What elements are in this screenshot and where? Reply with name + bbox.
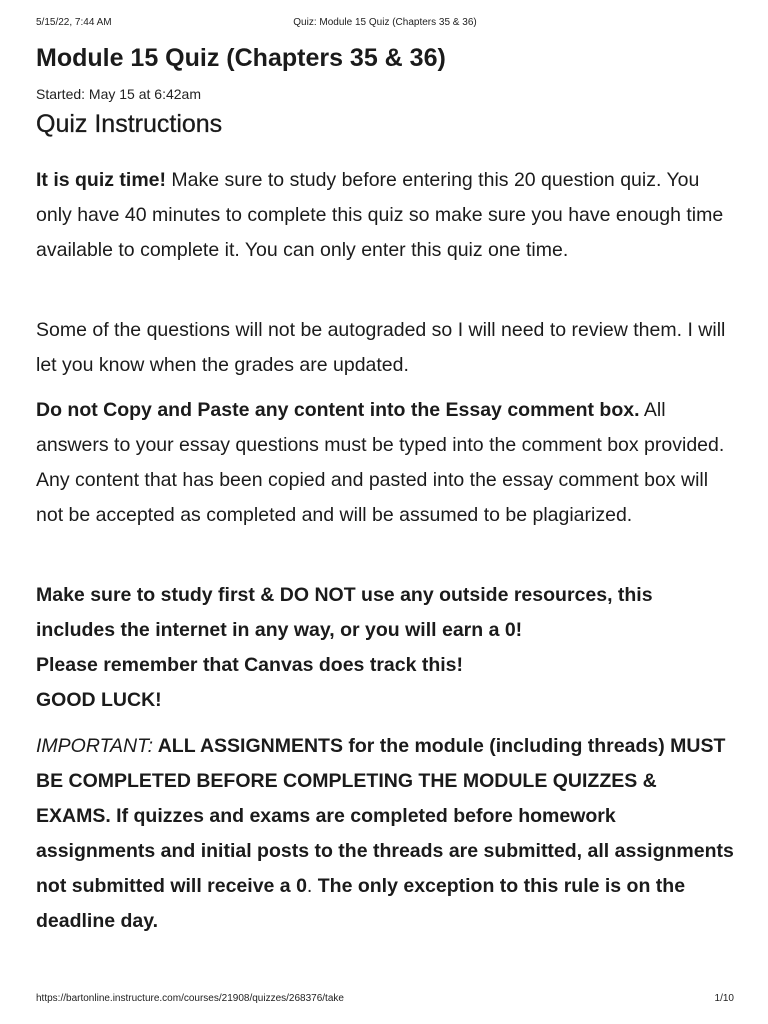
canvas-tracking-note: Please remember that Canvas does track this! bbox=[36, 654, 464, 676]
instructions-paragraph-5 bbox=[36, 729, 736, 939]
print-datetime: 5/15/22, 7:44 AM bbox=[36, 17, 112, 28]
print-header bbox=[36, 17, 734, 31]
instructions-paragraph-1 bbox=[36, 163, 736, 268]
instructions-paragraph-4 bbox=[36, 578, 736, 718]
important-label: IMPORTANT: bbox=[36, 735, 153, 757]
instructions-heading: Quiz Instructions bbox=[36, 110, 223, 138]
good-luck-text: GOOD LUCK! bbox=[36, 689, 162, 711]
assignments-rule: ALL ASSIGNMENTS for the module (including threads) MUST BE COMPLETED BEFORE COMPLETING THE MODULE QUIZZES & EXAMS. If quizzes and exams are completed before homework assignments and initial posts to the threads are submitted, all assignments not submitted will receive a 0 bbox=[36, 735, 734, 897]
page-number: 1/10 bbox=[714, 993, 734, 1004]
quiz-time-text: Make sure to study before entering this 20 question quiz. You only have 40 minutes to complete this quiz so make sure you have enough time available to complete it. You can only enter this quiz one time. bbox=[36, 169, 724, 261]
page-url: https://bartonline.instructure.com/courses/21908/quizzes/268376/take bbox=[36, 993, 344, 1004]
print-page-title: Quiz: Module 15 Quiz (Chapters 35 & 36) bbox=[293, 17, 477, 28]
instructions-paragraph-2 bbox=[36, 313, 736, 383]
quiz-started-time: Started: May 15 at 6:42am bbox=[36, 86, 201, 102]
deadline-exception: The only exception to this rule is on the deadline day. bbox=[36, 875, 686, 932]
quiz-time-emphasis: It is quiz time! bbox=[36, 169, 167, 191]
quiz-content bbox=[36, 40, 736, 932]
quiz-title: Module 15 Quiz (Chapters 35 & 36) bbox=[36, 44, 446, 72]
print-footer bbox=[36, 993, 734, 1007]
autograde-note: Some of the questions will not be autograded so I will need to review them. I will let you know when the grades are updated. bbox=[36, 319, 726, 376]
instructions-paragraph-3 bbox=[36, 393, 736, 533]
assignments-rule-period: . bbox=[306, 875, 313, 897]
copy-paste-text: All answers to your essay questions must be typed into the comment box provided. Any content that has been copied and pasted into the essay comment box will not be accepted as completed and will be assumed to be plagiarized. bbox=[36, 399, 725, 526]
study-first-warning: Make sure to study first & DO NOT use any outside resources, this includes the internet in any way, or you will earn a 0! bbox=[36, 584, 653, 641]
copy-paste-warning: Do not Copy and Paste any content into the Essay comment box. bbox=[36, 399, 640, 421]
